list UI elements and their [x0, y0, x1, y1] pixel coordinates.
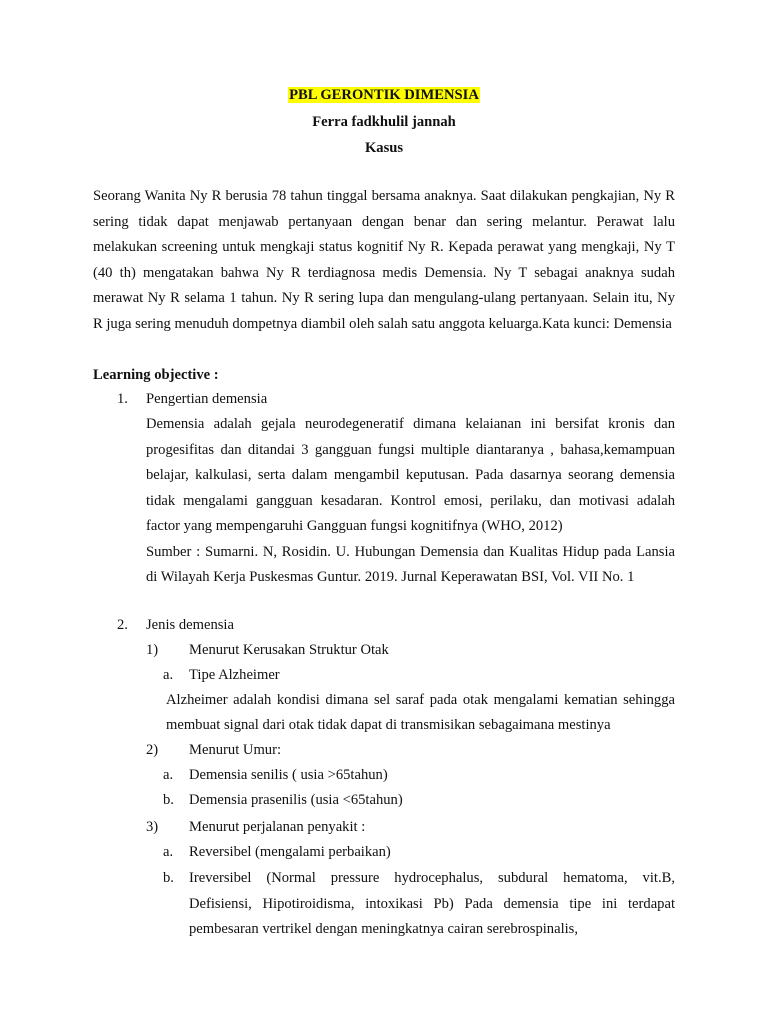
sub-sub-item-letter: a.	[163, 667, 174, 683]
document-title: PBL GERONTIK DIMENSIA	[289, 87, 479, 103]
alzheimer-description-line: membuat signal dari otak tidak dapat di transmisikan sebagaimana mestinya	[166, 717, 611, 733]
ireversibel-line: Ireversibel (Normal pressure hydrocephalus, subdural hematoma, vit.B,	[189, 870, 675, 886]
sub-item-number: 3)	[146, 819, 159, 835]
learning-objective-heading: Learning objective :	[93, 367, 219, 383]
sub-item-title: Menurut perjalanan penyakit :	[189, 819, 366, 835]
item-2-number: 2.	[117, 617, 128, 633]
sub-item-number: 2)	[146, 742, 159, 758]
sub-sub-item-letter: b.	[163, 870, 174, 886]
sub-sub-item-letter: a.	[163, 844, 174, 860]
alzheimer-description-line: Alzheimer adalah kondisi dimana sel saraf pada otak mengalami kematian sehingga	[166, 692, 675, 708]
sub-sub-item-text: Demensia prasenilis (usia <65tahun)	[189, 792, 403, 808]
ireversibel-line: Defisiensi, Hipotiroidisma, intoxikasi Pb) Pada demensia tipe ini terdapat	[189, 896, 675, 912]
definition-line: tidak mengalami gangguan kesadaran. Kontrol emosi, perilaku, dan motivasi adalah	[146, 493, 675, 509]
sub-item-title: Menurut Umur:	[189, 742, 282, 758]
sub-sub-item-letter: b.	[163, 792, 174, 808]
document-title-line	[0, 87, 768, 104]
definition-line: Demensia adalah gejala neurodegeneratif dimana kelaianan ini bersifat kronis dan	[146, 416, 675, 432]
section-heading-kasus: Kasus	[364, 140, 404, 156]
sub-item-number: 1)	[146, 642, 159, 658]
source-line: Sumber : Sumarni. N, Rosidin. U. Hubungan Demensia dan Kualitas Hidup pada Lansia	[146, 544, 675, 560]
author-name: Ferra fadkhulil jannah	[312, 114, 456, 130]
definition-line: progesifitas dan ditandai 3 gangguan fungsi multiple diantaranya , bahasa,kemampuan	[146, 442, 675, 458]
definition-line: factor yang mempengaruhi Gangguan fungsi kognitifnya (WHO, 2012)	[146, 518, 563, 534]
item-2-title: Jenis demensia	[146, 617, 234, 633]
ireversibel-line: pembesaran vertrikel dengan meningkatnya cairan serebrospinalis,	[189, 921, 579, 937]
sub-item-title: Menurut Kerusakan Struktur Otak	[189, 642, 389, 658]
case-paragraph: Seorang Wanita Ny R berusia 78 tahun tinggal bersama anaknya. Saat dilakukan pengkajian, Ny R sering tidak dapat menjawab pertanyaan dengan benar dan sering melantur. Perawat lalu melakukan screening untuk mengkaji status kognitif Ny R. Kepada perawat yang mengkaji, Ny T (40 th) mengatakan bahwa Ny R terdiagnosa medis Demensia. Ny T sebagai anaknya sudah merawat Ny R selama 1 tahun. Ny R sering lupa dan mengulang-ulang pertanyaan. Selain itu, Ny R juga sering menuduh dompetnya diambil oleh salah satu anggota keluarga.Kata kunci: Demensia	[93, 188, 675, 332]
sub-sub-item-letter: a.	[163, 767, 174, 783]
definition-line: belajar, kalkulasi, serta dalam mengambil keputusan. Pada dasarnya seorang demensia	[146, 467, 675, 483]
item-1-title: Pengertian demensia	[146, 391, 268, 407]
item-1-number: 1.	[117, 391, 128, 407]
sub-sub-item-text: Demensia senilis ( usia >65tahun)	[189, 767, 388, 783]
sub-sub-item-text: Reversibel (mengalami perbaikan)	[189, 844, 391, 860]
sub-sub-item-title: Tipe Alzheimer	[189, 667, 280, 683]
source-line: di Wilayah Kerja Puskesmas Guntur. 2019. Jurnal Keperawatan BSI, Vol. VII No. 1	[146, 569, 635, 585]
